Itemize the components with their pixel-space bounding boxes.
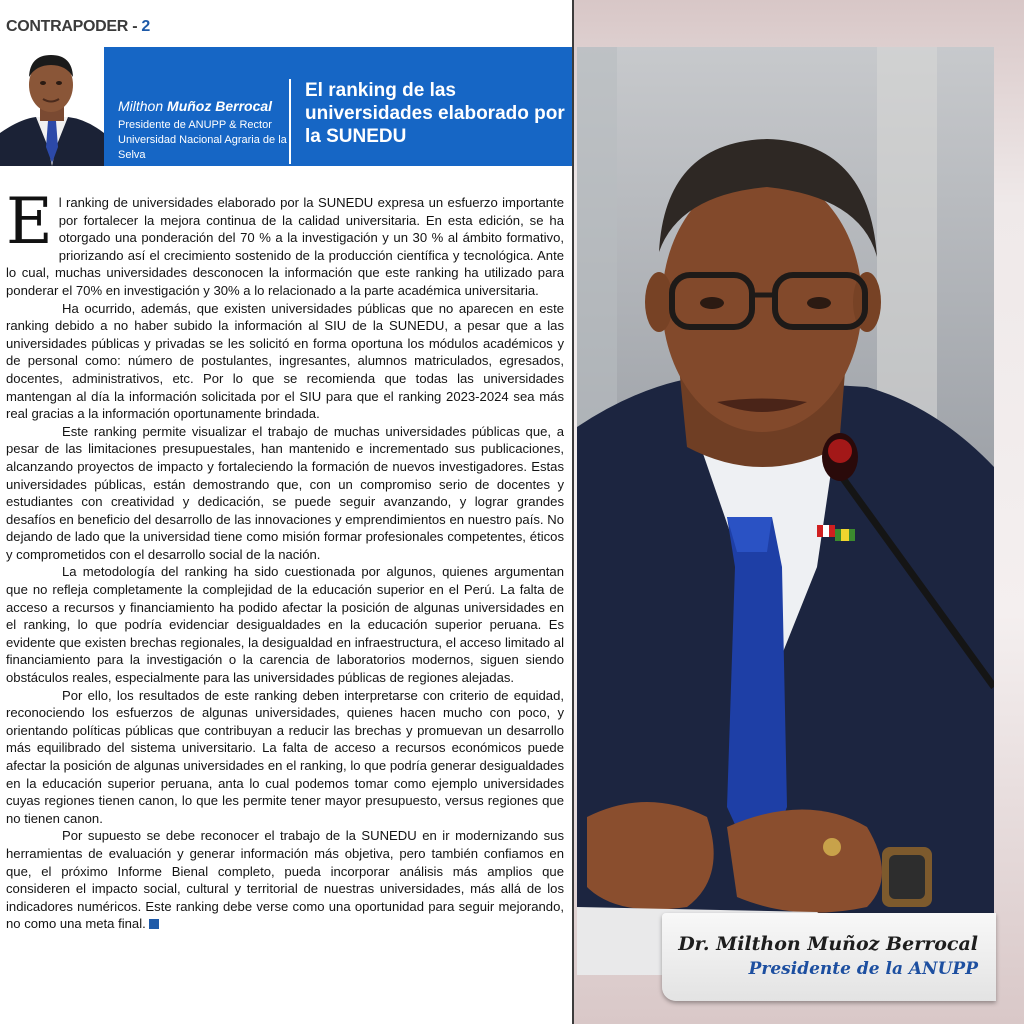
paragraph-5: Por ello, los resultados de este ranking deben interpretarse con criterio de equidad, reconociendo los esfuerzos de algunas universidades, quienes hacen mucho con poco, y orientando políticas públicas que contribuyan a reducir las brechas y promuevan un desarrollo más equilibrado del sistema universitario. La falta de acceso a recursos económicos puede afectar la posición de algunas universidades en el ranking, lo que podría generar desigualdades en la educación superior peruana, anta lo cual podemos tomar como ejemplo universidades cuyas regiones tienen canon, lo que les permite tener mayor presupuesto, versus regiones que no tienen canon. [6, 687, 564, 826]
caption-role: Presidente de la ANUPP [748, 959, 978, 979]
speaker-photo [577, 47, 994, 975]
paragraph-1-text: l ranking de universidades elaborado por la SUNEDU expresa un esfuerzo importante por fortalecer la mejora continua de la calidad universitaria. En esta edición, se ha otorgado una ponderación del 70 % a la investigación y un 30 % al ámbito formativo, priorizando así el crecimiento sostenido de la producción científica y tecnológica. Ante lo cual, muchas universidades desconocen la información que este ranking ha utilizado para ponderar el 70% en investigación y 30% a lo relacionado a la parte académica universitaria. [6, 195, 564, 298]
article-body [6, 185, 564, 933]
paragraph-6-text: Por supuesto se debe reconocer el trabajo de la SUNEDU en ir modernizando sus herramientas de evaluación y generar información más objetiva, pero también confiamos en que, el próximo Informe Bienal completo, pueda incorporar análisis más amplios que consideren el impacto social, cultural y territorial de nuestras universidades, más allá de los indicadores numéricos. Este ranking debe verse como una oportunidad para seguir mejorando, no como una meta final. [6, 828, 564, 932]
author-portrait [0, 47, 104, 166]
caption-name: Dr. Milthon Muñoz Berrocal [678, 933, 978, 955]
author-first-name: Milthon [118, 98, 164, 114]
paragraph-1 [6, 185, 564, 300]
paragraph-4: La metodología del ranking ha sido cuestionada por algunos, quienes argumentan que no refleja completamente la complejidad de la educación superior en el Perú. La falta de acceso a recursos y financiamiento ha podido afectar la posición de algunas universidades en el ranking, lo que podría evidenciar desigualdades en la educación superior peruana. Es evidente que existen brechas regionales, la desigualdad en infraestructura, el acceso limitado al financiamiento para la investigación o la carencia de laboratorios modernos, siguen siendo obstáculos reales, especialmente para las universidades públicas de regiones alejadas. [6, 564, 564, 686]
paragraph-6 [6, 827, 564, 933]
paragraph-2: Ha ocurrido, además, que existen universidades públicas que no aparecen en este ranking debido a no haber subido la información al SIU de la SUNEDU, a pesar que a las universidades públicas y privadas se les solicitó en forma oportuna los módulos académicos y de personal como: número de postulantes, ingresantes, alumnos matriculados, egresados, docentes, administrativos, etc. Por lo que se recomienda que todas las universidades mantengan al día la información solicitada por el SIU para que el ranking 2023-2024 sea más real gracias a la información oportunamente brindada. [6, 300, 564, 422]
title-banner [104, 47, 572, 166]
article-title: El ranking de las universidades elaborado por la SUNEDU [305, 80, 565, 147]
end-of-article-mark [149, 919, 159, 929]
author-name [118, 98, 272, 114]
author-last-name: Muñoz Berrocal [167, 98, 273, 114]
paragraph-3: Este ranking permite visualizar el trabajo de muchas universidades públicas que, a pesar de las limitaciones presupuestales, han mantenido e incrementado sus publicaciones, alcanzando proyectos de impacto y fortaleciendo la formación de nuevos investigadores. Estas universidades públicas, están demostrando que, con un compromiso serio de docentes y estudiantes con creatividad y dedicación, se puede seguir avanzando, y lograr grandes desafíos en beneficio del desarrollo de las innovaciones y emprendimientos en nuestro país. No dejando de lado que la universidad tiene como misión formar profesionales competentes, éticos y comprometidos con el desarrollo social de la nación. [6, 423, 564, 562]
author-role: Presidente de ANUPP & Rector Universidad Nacional Agraria de la Selva [118, 119, 287, 161]
column-divider [572, 0, 574, 1024]
drop-cap: E [6, 185, 53, 259]
header-separator: - [128, 18, 142, 35]
page-number: 2 [141, 18, 150, 35]
section-header [6, 18, 150, 36]
photo-caption [662, 913, 996, 1001]
section-name: CONTRAPODER [6, 18, 129, 35]
banner-divider [289, 79, 291, 164]
